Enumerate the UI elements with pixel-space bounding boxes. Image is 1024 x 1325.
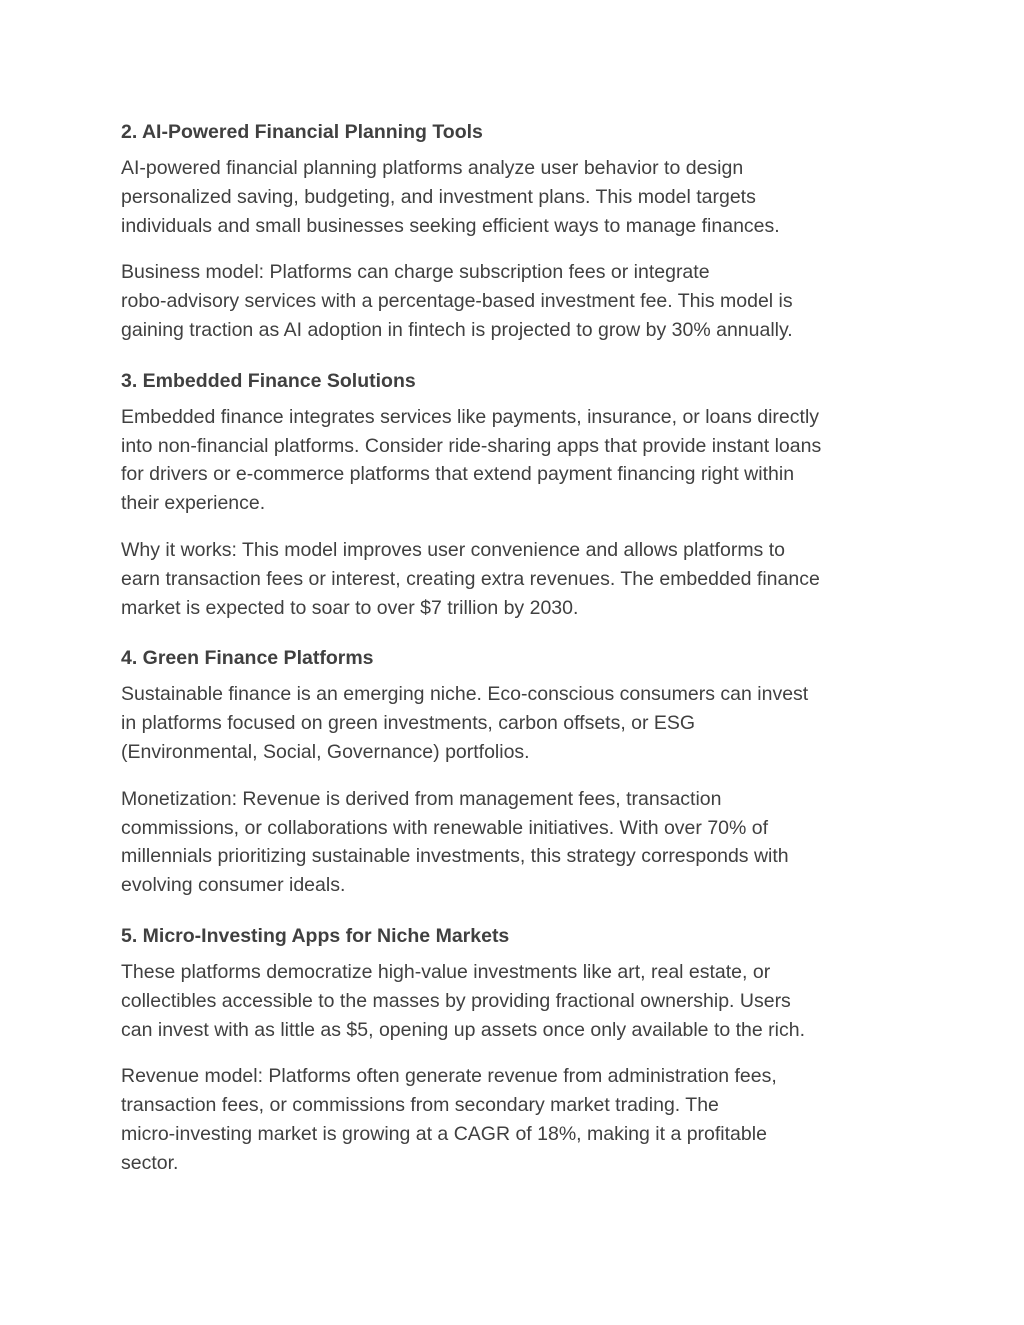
text-line: Why it works: This model improves user convenience and allows platforms to [121,538,785,561]
paragraph [121,958,911,1044]
section-micro-investing [121,922,911,1178]
text-line: collectibles accessible to the masses by providing fractional ownership. Users [121,989,791,1012]
paragraph [121,1062,911,1177]
text-line: transaction fees, or commissions from secondary market trading. The [121,1094,719,1117]
text-line: Monetization: Revenue is derived from management fees, transaction [121,787,722,810]
text-line: millennials prioritizing sustainable investments, this strategy corresponds with [121,845,789,868]
text-line: commissions, or collaborations with renewable initiatives. With over 70% of [121,816,769,839]
section-heading: 3. Embedded Finance Solutions [121,369,416,392]
paragraph [121,536,911,622]
section-green-finance [121,644,911,900]
text-line: individuals and small businesses seeking efficient ways to manage finances. [121,214,780,237]
text-line: robo-advisory services with a percentage-based investment fee. This model is [121,290,793,313]
text-line: personalized saving, budgeting, and investment plans. This model targets [121,185,756,208]
paragraph [121,403,911,518]
paragraph [121,258,911,344]
section-heading: 2. AI-Powered Financial Planning Tools [121,121,483,143]
section-heading: 5. Micro-Investing Apps for Niche Markets [121,924,510,947]
text-line: micro-investing market is growing at a CAGR of 18%, making it a profitable [121,1122,767,1145]
text-line: earn transaction fees or interest, creating extra revenues. The embedded finance [121,567,820,590]
section-heading: 4. Green Finance Platforms [121,647,374,670]
paragraph [121,154,911,240]
text-line: Revenue model: Platforms often generate revenue from administration fees, [121,1065,777,1088]
section-ai-financial-planning [121,118,911,345]
text-line: for drivers or e-commerce platforms that extend payment financing right within [121,463,795,486]
paragraph [121,785,911,900]
text-line: their experience. [121,492,266,515]
text-line: AI-powered financial planning platforms analyze user behavior to design [121,157,744,179]
text-line: These platforms democratize high-value investments like art, real estate, or [121,960,771,983]
text-line: Sustainable finance is an emerging niche. Eco-conscious consumers can invest [121,683,809,706]
text-line: market is expected to soar to over $7 trillion by 2030. [121,596,579,619]
text-line: can invest with as little as $5, opening up assets once only available to the rich. [121,1018,805,1041]
paragraph [121,680,911,766]
text-line: (Environmental, Social, Governance) portfolios. [121,740,530,763]
text-line: evolving consumer ideals. [121,874,346,897]
document-page [121,118,911,1200]
text-line: gaining traction as AI adoption in fintech is projected to grow by 30% annually. [121,318,793,341]
text-line: in platforms focused on green investments, carbon offsets, or ESG [121,712,696,735]
text-line: into non-financial platforms. Consider ride-sharing apps that provide instant loans [121,434,822,457]
text-line: Embedded finance integrates services like payments, insurance, or loans directly [121,405,820,428]
section-embedded-finance [121,367,911,623]
text-line: sector. [121,1151,179,1174]
text-line: Business model: Platforms can charge subscription fees or integrate [121,261,710,284]
